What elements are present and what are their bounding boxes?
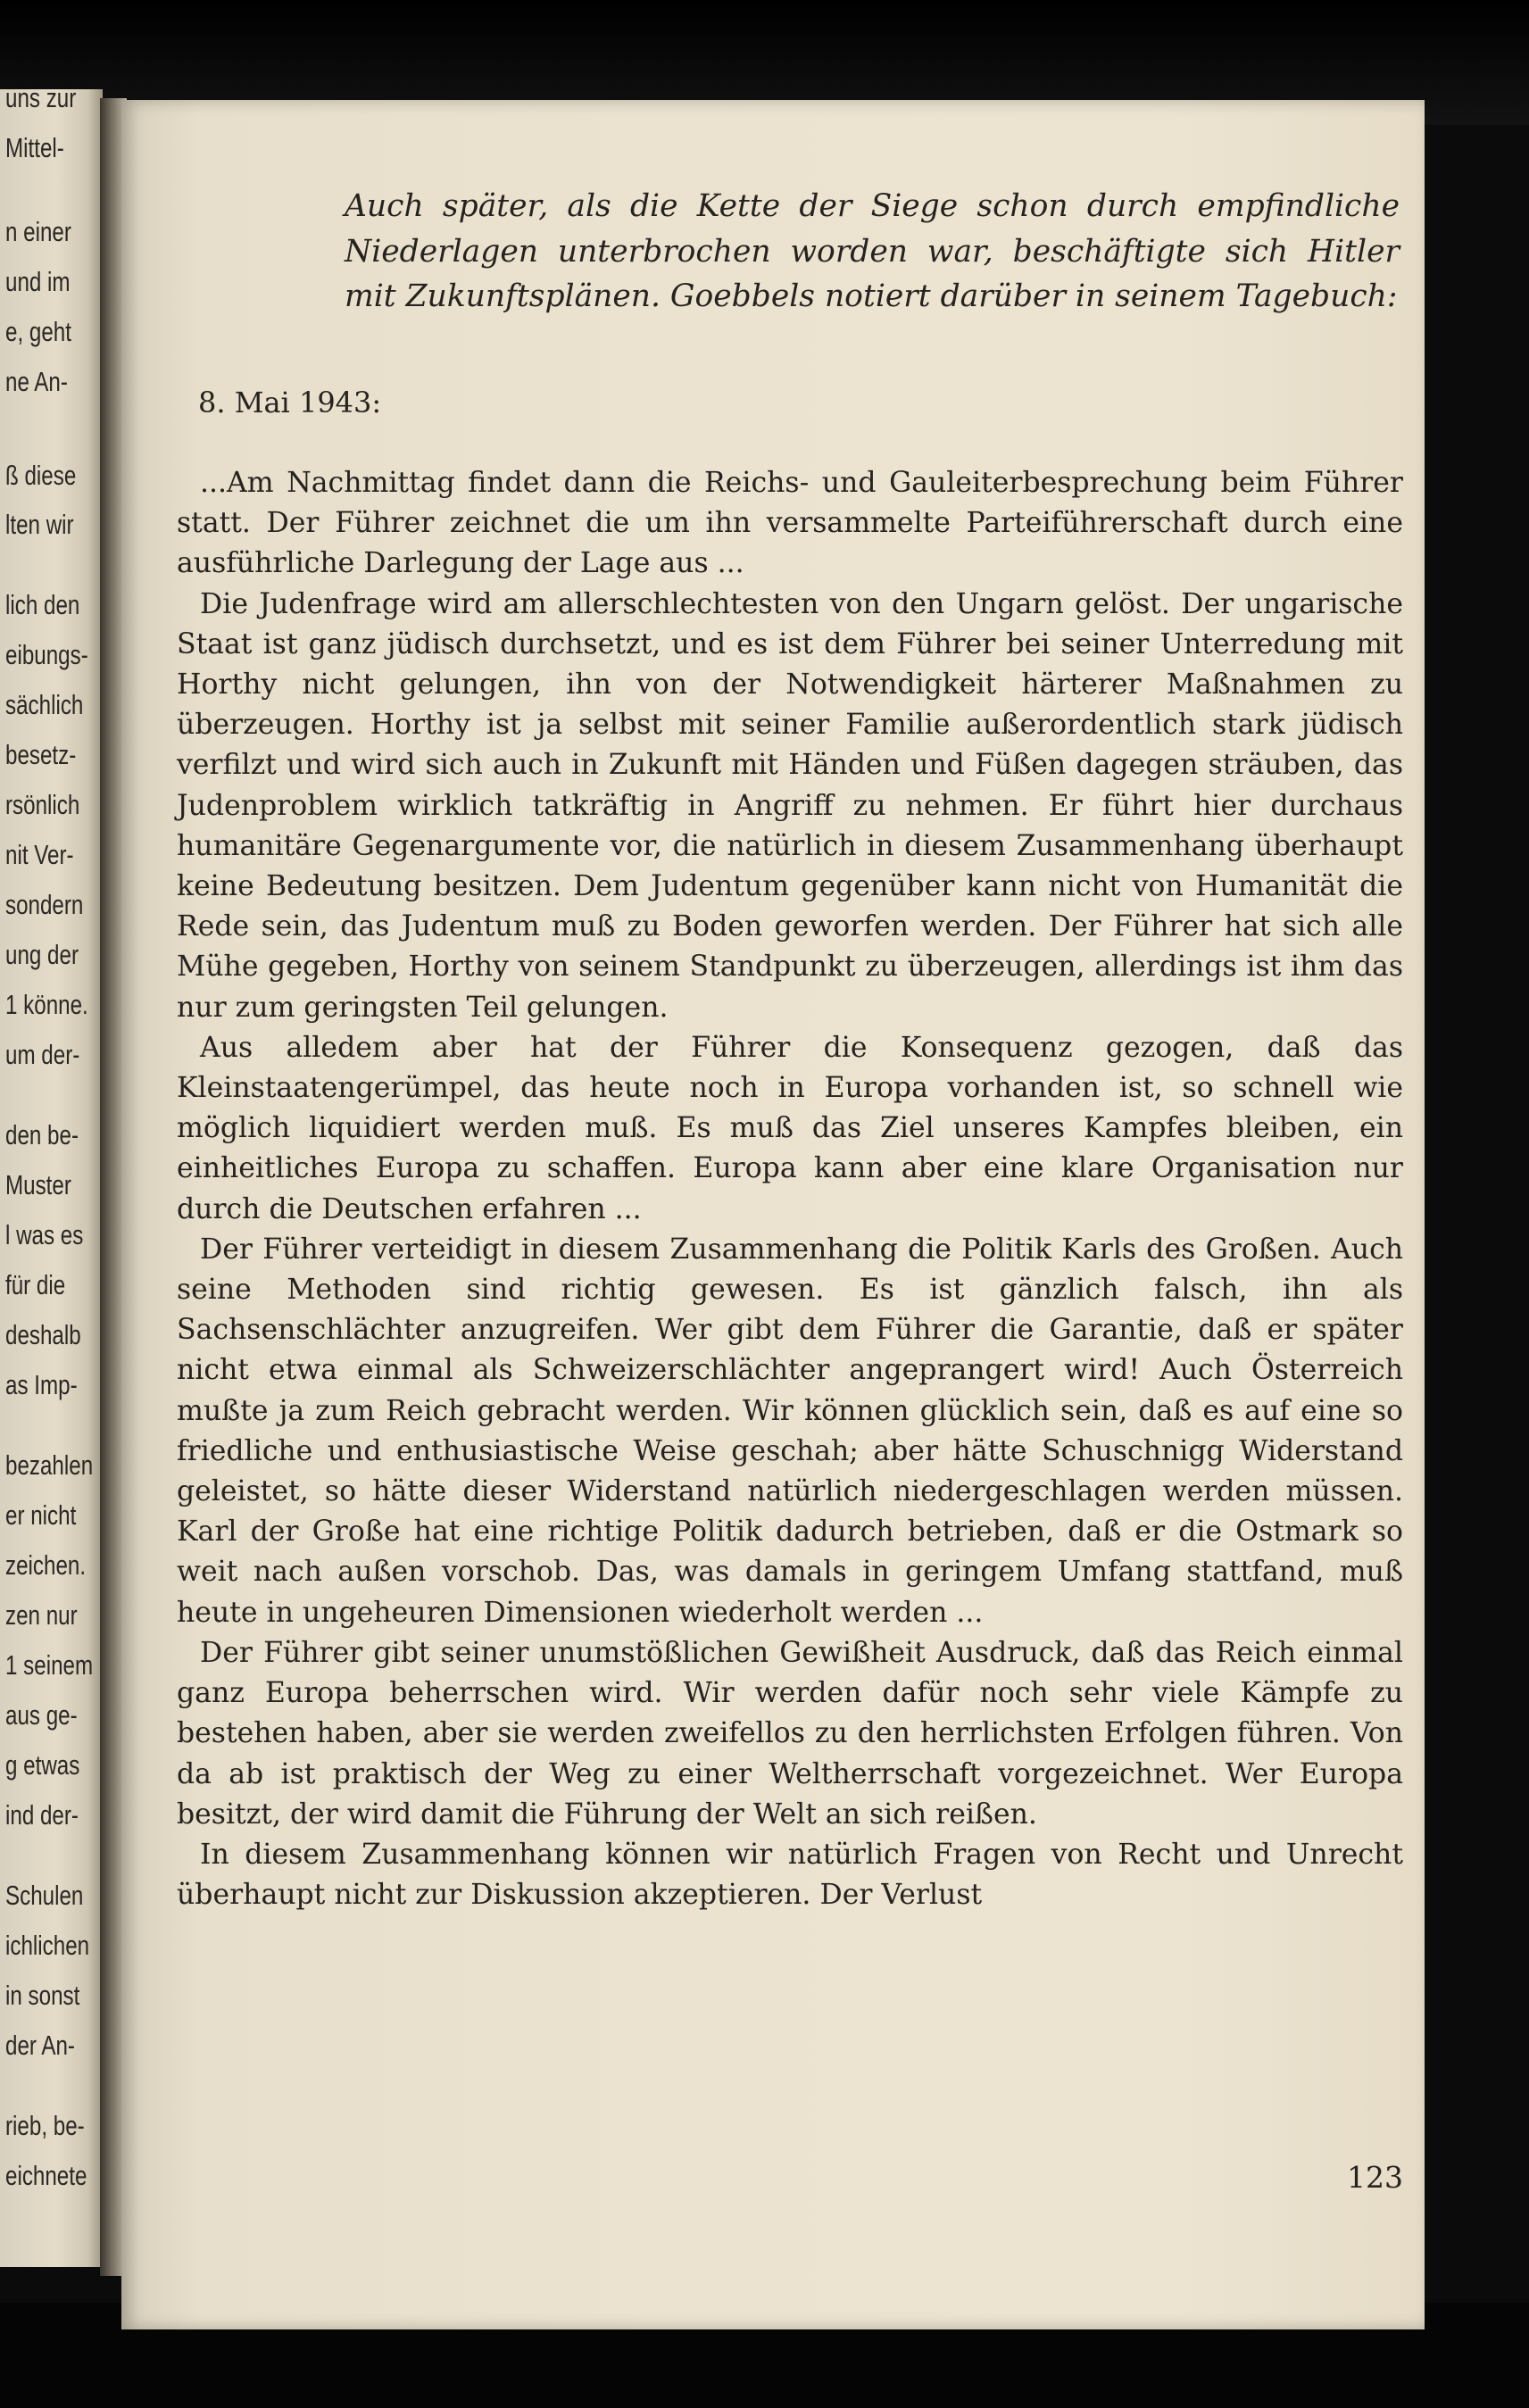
previous-page-line: as Imp-	[5, 1369, 78, 1400]
previous-page-line: 1 könne.	[5, 989, 88, 1020]
previous-page-line: rieb, be-	[5, 2110, 85, 2141]
previous-page-line: ichlichen	[5, 1930, 90, 1961]
book-page	[121, 100, 1425, 2329]
previous-page-line: er nicht	[5, 1499, 77, 1531]
page-number: 123	[1347, 2160, 1403, 2195]
previous-page-line: für die	[5, 1269, 66, 1300]
diary-text	[177, 463, 1403, 1915]
paragraph: In diesem Zusammenhang können wir natürlich Fragen von Recht und Unrecht überhaupt nicht zur Diskussion akzeptieren. Der Verlust	[177, 1838, 1403, 1912]
previous-page-edge	[0, 89, 103, 2267]
previous-page-line: der An-	[5, 2030, 75, 2061]
paragraph: Aus alledem aber hat der Führer die Konsequenz gezogen, daß das Kleinstaatengerümpel, das heute noch in Europa vorhanden ist, so schnell wie möglich liquidiert werden muß. Es muß das Ziel unseres Kampfes bleiben, ein einheitliches Europa zu schaffen. Europa kann aber eine klare Organisation nur durch die Deutschen erfahren ...	[177, 1031, 1403, 1225]
previous-page-line: ung der	[5, 939, 79, 970]
previous-page-line: ne An-	[5, 366, 68, 397]
previous-page-line: und im	[5, 266, 71, 297]
previous-page-line: nit Ver-	[5, 839, 74, 870]
paragraph: Der Führer verteidigt in diesem Zusammenhang die Politik Karls des Großen. Auch seine Methoden sind richtig gewesen. Es ist gänzlich falsch, ihn als Sachsenschlächter anzugreifen. Wer gibt dem Führer die Garantie, daß er später nicht etwa einmal als Schweizerschlächter angeprangert wird! Auch Österreich mußte ja zum Reich gebracht werden. Wir können glücklich sein, daß es auf eine so friedliche und enthusiastische Weise geschah; aber hätte Schuschnigg Widerstand geleistet, so hätte dieser Widerstand natürlich niedergeschlagen werden müssen. Karl der Große hat eine richtige Politik dadurch betrieben, daß er die Ostmark so weit nach außen vorschob. Das, was damals in geringem Umfang stattfand, muß heute in ungeheuren Dimensionen wiederholt werden ...	[177, 1233, 1403, 1629]
previous-page-line: den be-	[5, 1119, 79, 1150]
previous-page-line: zeichen.	[5, 1549, 87, 1581]
diary-date: 8. Mai 1943:	[198, 386, 382, 419]
previous-page-line: e, geht	[5, 316, 71, 347]
previous-page-line: uns zur	[5, 89, 77, 113]
previous-page-line: eichnete	[5, 2160, 87, 2191]
previous-page-line: lich den	[5, 589, 80, 620]
previous-page-line: Mittel-	[5, 132, 64, 163]
previous-page-line: in sonst	[5, 1980, 80, 2011]
previous-page-line: bezahlen	[5, 1449, 94, 1481]
previous-page-line: um der-	[5, 1039, 80, 1070]
previous-page-line: n einer	[5, 216, 71, 247]
previous-page-line: Muster	[5, 1169, 71, 1200]
previous-page-line: 1 seinem	[5, 1649, 94, 1681]
previous-page-line: sondern	[5, 889, 84, 920]
previous-page-line: lten wir	[5, 509, 74, 540]
previous-page-line: ind der-	[5, 1799, 79, 1831]
previous-page-line: aus ge-	[5, 1699, 78, 1731]
previous-page-line: Schulen	[5, 1880, 84, 1911]
previous-page-line: zen nur	[5, 1599, 78, 1631]
previous-page-line: ß diese	[5, 460, 77, 491]
previous-page-line: eibungs-	[5, 639, 88, 670]
previous-page-line: besetz-	[5, 739, 77, 770]
previous-page-line: rsönlich	[5, 789, 80, 820]
previous-page-line: g etwas	[5, 1749, 80, 1781]
intro-paragraph: Auch später, als die Kette der Siege schon durch empfindliche Niederlagen unterbrochen worden war, beschäftigte sich Hitler mit Zukunftsplänen. Goebbels notiert darüber in seinem Tagebuch:	[345, 188, 1400, 314]
previous-page-line: l was es	[5, 1219, 84, 1250]
paragraph: Die Judenfrage wird am allerschlechtesten von den Ungarn gelöst. Der ungarische Staat ist ganz jüdisch durchsetzt, und es ist dem Führer bei seiner Unterredung mit Horthy nicht gelungen, ihn von der Notwendigkeit härterer Maßnahmen zu überzeugen. Horthy ist ja selbst mit seiner Familie außerordentlich stark jüdisch verfilzt und wird sich auch in Zukunft mit Händen und Füßen dagegen sträuben, das Judenproblem wirklich tatkräftig in Angriff zu nehmen. Er führt hier durchaus humanitäre Gegenargumente vor, die natürlich in diesem Zusammenhang überhaupt keine Bedeutung besitzen. Dem Judentum gegenüber kann nicht von Humanität die Rede sein, das Judentum muß zu Boden geworfen werden. Der Führer hat sich alle Mühe gegeben, Horthy von seinem Standpunkt zu überzeugen, allerdings ist ihm das nur zum geringsten Teil gelungen.	[177, 587, 1403, 1024]
previous-page-line: sächlich	[5, 689, 84, 720]
paragraph: ...Am Nachmittag findet dann die Reichs- und Gauleiterbesprechung beim Führer statt. Der Führer zeichnet die um ihn versammelte Parteiführerschaft durch eine ausführliche Darlegung der Lage aus ...	[177, 467, 1403, 580]
paragraph: Der Führer gibt seiner unumstößlichen Gewißheit Ausdruck, daß das Reich einmal ganz Europa beherrschen wird. Wir werden dafür noch sehr viele Kämpfe zu bestehen haben, aber sie werden zweifellos zu den herrlichsten Erfolgen führen. Von da ab ist praktisch der Weg zu einer Weltherrschaft vorgezeichnet. Wer Europa besitzt, der wird damit die Führung der Welt an sich reißen.	[177, 1636, 1403, 1831]
previous-page-line: deshalb	[5, 1319, 81, 1350]
